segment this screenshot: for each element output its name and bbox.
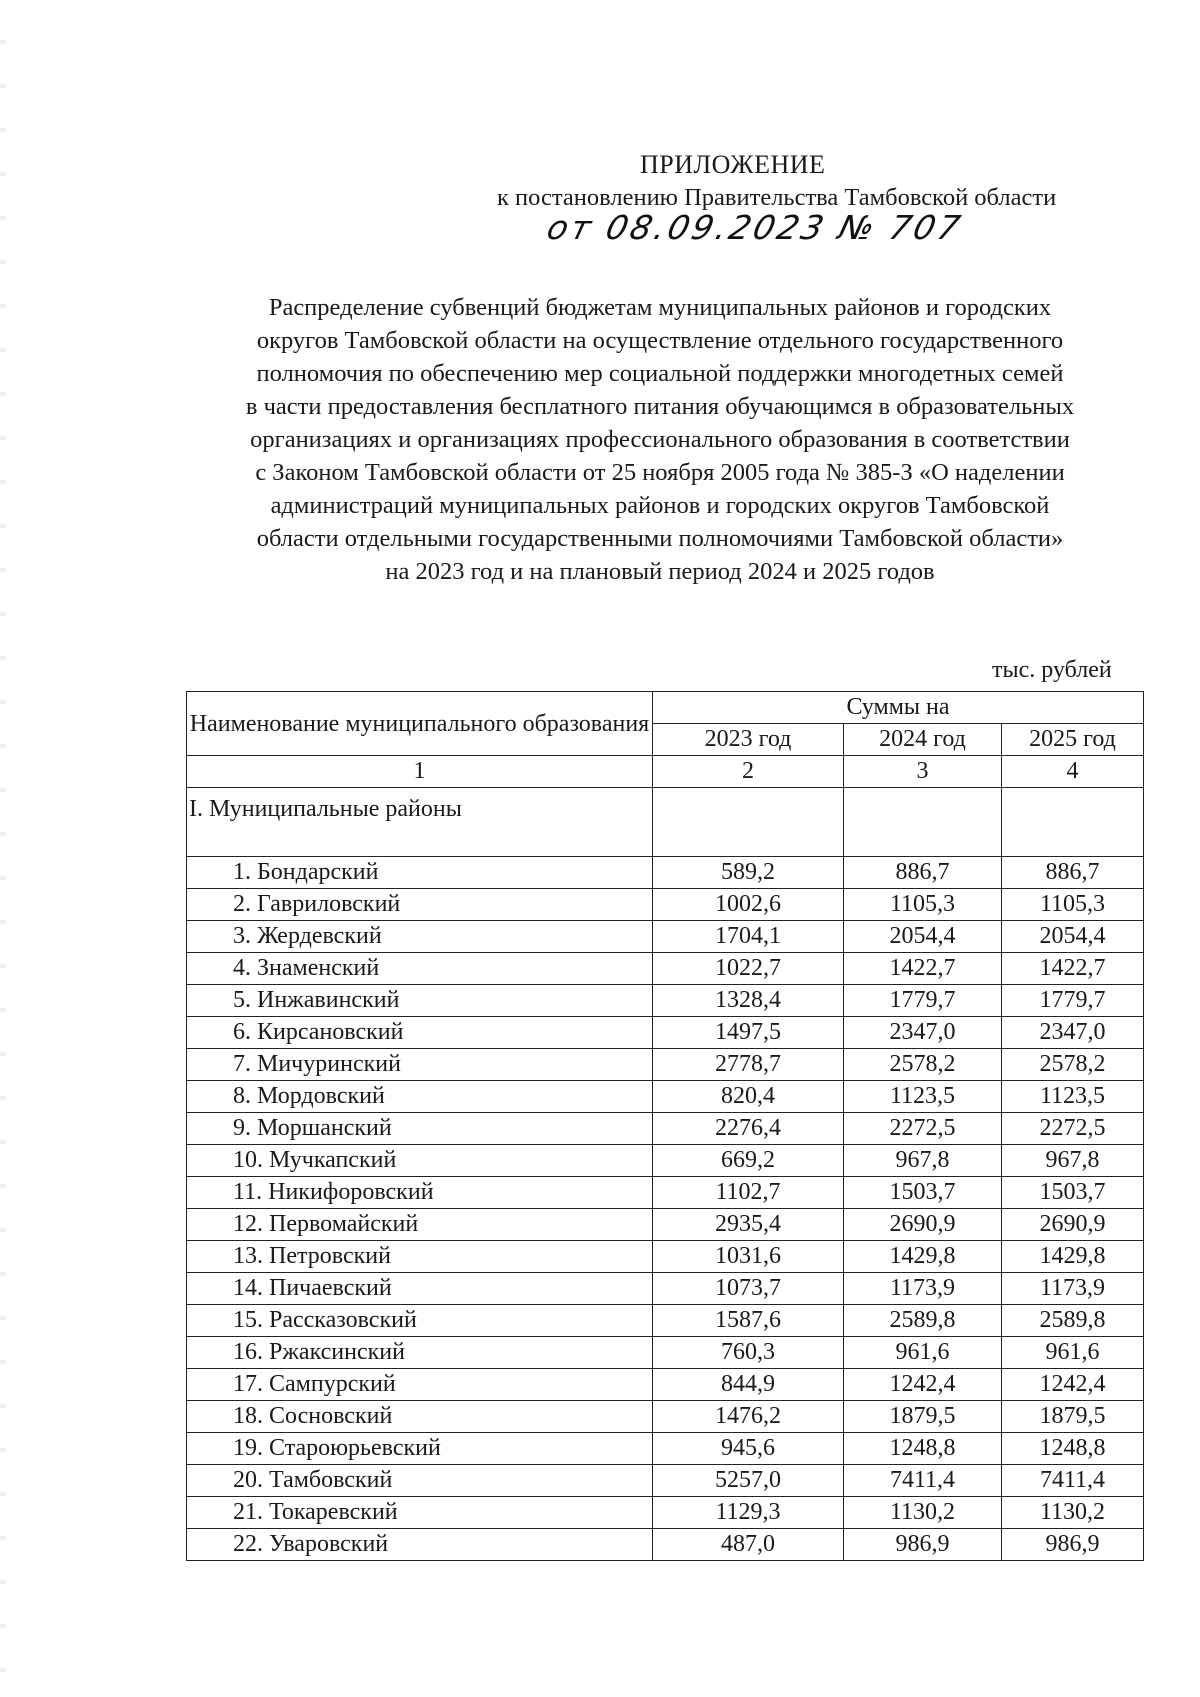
table-row <box>187 1433 1144 1465</box>
value-2023: 1704,1 <box>653 921 844 953</box>
header-row <box>187 692 1144 724</box>
value-2024: 1879,5 <box>844 1401 1002 1433</box>
value-2024: 1248,8 <box>844 1433 1002 1465</box>
district-name: 12. Первомайский <box>187 1209 653 1241</box>
column-number: 2 <box>653 756 844 788</box>
value-2023: 1587,6 <box>653 1305 844 1337</box>
value-2023: 487,0 <box>653 1529 844 1561</box>
district-name: 9. Моршанский <box>187 1113 653 1145</box>
table-row <box>187 889 1144 921</box>
district-name: 15. Рассказовский <box>187 1305 653 1337</box>
title-line: организациях и организациях профессионального образования в соответствии <box>250 426 1070 453</box>
value-2025: 1105,3 <box>1002 889 1144 921</box>
header-year-2023: 2023 год <box>653 724 844 756</box>
value-2024: 2272,5 <box>844 1113 1002 1145</box>
table-row <box>187 1177 1144 1209</box>
value-2023: 820,4 <box>653 1081 844 1113</box>
value-2024: 1503,7 <box>844 1177 1002 1209</box>
section-title: I. Муниципальные районы <box>187 788 653 857</box>
district-name: 22. Уваровский <box>187 1529 653 1561</box>
value-2023: 2778,7 <box>653 1049 844 1081</box>
table-row <box>187 1369 1144 1401</box>
value-2023: 1073,7 <box>653 1273 844 1305</box>
value-2025: 961,6 <box>1002 1337 1144 1369</box>
header-name-cell: Наименование муниципального образования <box>187 692 653 756</box>
value-2024: 1105,3 <box>844 889 1002 921</box>
table-row <box>187 1113 1144 1145</box>
district-name: 3. Жердевский <box>187 921 653 953</box>
district-name: 8. Мордовский <box>187 1081 653 1113</box>
value-2023: 1102,7 <box>653 1177 844 1209</box>
value-2024: 1779,7 <box>844 985 1002 1017</box>
district-name: 2. Гавриловский <box>187 889 653 921</box>
value-2025: 1422,7 <box>1002 953 1144 985</box>
value-2025: 2054,4 <box>1002 921 1144 953</box>
value-2024: 1123,5 <box>844 1081 1002 1113</box>
handwritten-date-number: от 08.09.2023 № 707 <box>543 208 968 247</box>
binder-edge <box>0 0 6 1697</box>
value-2024: 7411,4 <box>844 1465 1002 1497</box>
column-number: 3 <box>844 756 1002 788</box>
table-row <box>187 953 1144 985</box>
district-name: 14. Пичаевский <box>187 1273 653 1305</box>
value-2025: 1779,7 <box>1002 985 1144 1017</box>
table-row <box>187 1529 1144 1561</box>
table-row <box>187 1081 1144 1113</box>
value-2023: 589,2 <box>653 857 844 889</box>
value-2025: 1879,5 <box>1002 1401 1144 1433</box>
value-2025: 1242,4 <box>1002 1369 1144 1401</box>
title-line: на 2023 год и на плановый период 2024 и 2025 годов <box>385 558 935 585</box>
table-row <box>187 921 1144 953</box>
value-2023: 1497,5 <box>653 1017 844 1049</box>
value-2023: 1328,4 <box>653 985 844 1017</box>
value-2025: 7411,4 <box>1002 1465 1144 1497</box>
value-2023: 1022,7 <box>653 953 844 985</box>
district-name: 20. Тамбовский <box>187 1465 653 1497</box>
table-row <box>187 1465 1144 1497</box>
table-row <box>187 1401 1144 1433</box>
value-2025: 1130,2 <box>1002 1497 1144 1529</box>
title-line: Распределение субвенций бюджетам муниципальных районов и городских <box>268 294 1052 321</box>
value-2024: 2054,4 <box>844 921 1002 953</box>
value-2024: 2347,0 <box>844 1017 1002 1049</box>
district-name: 10. Мучкапский <box>187 1145 653 1177</box>
table-row <box>187 1145 1144 1177</box>
empty-cell <box>1002 788 1144 857</box>
value-2023: 1002,6 <box>653 889 844 921</box>
value-2024: 1173,9 <box>844 1273 1002 1305</box>
value-2023: 760,3 <box>653 1337 844 1369</box>
table-row <box>187 1337 1144 1369</box>
value-2025: 1173,9 <box>1002 1273 1144 1305</box>
value-2024: 2589,8 <box>844 1305 1002 1337</box>
value-2023: 1031,6 <box>653 1241 844 1273</box>
value-2024: 1130,2 <box>844 1497 1002 1529</box>
header-sums-cell: Суммы на <box>653 692 1144 724</box>
district-name: 6. Кирсановский <box>187 1017 653 1049</box>
value-2023: 2276,4 <box>653 1113 844 1145</box>
value-2025: 986,9 <box>1002 1529 1144 1561</box>
column-number-row <box>187 756 1144 788</box>
value-2025: 2578,2 <box>1002 1049 1144 1081</box>
table-row <box>187 1497 1144 1529</box>
district-name: 4. Знаменский <box>187 953 653 985</box>
value-2023: 945,6 <box>653 1433 844 1465</box>
appendix-title: ПРИЛОЖЕНИЕ <box>640 150 826 179</box>
value-2024: 1422,7 <box>844 953 1002 985</box>
value-2025: 2589,8 <box>1002 1305 1144 1337</box>
value-2025: 886,7 <box>1002 857 1144 889</box>
table-row <box>187 1049 1144 1081</box>
value-2024: 961,6 <box>844 1337 1002 1369</box>
district-name: 1. Бондарский <box>187 857 653 889</box>
header-year-2024: 2024 год <box>844 724 1002 756</box>
title-line: области отдельными государственными полномочиями Тамбовской области» <box>256 525 1064 552</box>
table-row <box>187 1017 1144 1049</box>
district-name: 7. Мичуринский <box>187 1049 653 1081</box>
district-name: 5. Инжавинский <box>187 985 653 1017</box>
value-2025: 2272,5 <box>1002 1113 1144 1145</box>
value-2025: 1123,5 <box>1002 1081 1144 1113</box>
document-title <box>170 291 1150 588</box>
column-number: 4 <box>1002 756 1144 788</box>
empty-cell <box>653 788 844 857</box>
value-2024: 967,8 <box>844 1145 1002 1177</box>
column-number: 1 <box>187 756 653 788</box>
table-row <box>187 1241 1144 1273</box>
title-line: администраций муниципальных районов и городских округов Тамбовской <box>270 492 1050 519</box>
value-2025: 2347,0 <box>1002 1017 1144 1049</box>
district-name: 17. Сампурский <box>187 1369 653 1401</box>
value-2024: 2578,2 <box>844 1049 1002 1081</box>
title-line: округов Тамбовской области на осуществление отдельного государственного <box>256 327 1064 354</box>
value-2023: 1476,2 <box>653 1401 844 1433</box>
table-row <box>187 857 1144 889</box>
title-line: в части предоставления бесплатного питания обучающимся в образовательных <box>245 393 1075 420</box>
value-2024: 886,7 <box>844 857 1002 889</box>
district-name: 16. Ржаксинский <box>187 1337 653 1369</box>
value-2024: 1429,8 <box>844 1241 1002 1273</box>
value-2025: 967,8 <box>1002 1145 1144 1177</box>
value-2025: 2690,9 <box>1002 1209 1144 1241</box>
value-2025: 1429,8 <box>1002 1241 1144 1273</box>
table-row <box>187 985 1144 1017</box>
empty-cell <box>844 788 1002 857</box>
value-2023: 1129,3 <box>653 1497 844 1529</box>
district-name: 11. Никифоровский <box>187 1177 653 1209</box>
appendix-subtitle: к постановлению Правительства Тамбовской области <box>497 184 1057 211</box>
value-2023: 669,2 <box>653 1145 844 1177</box>
district-name: 21. Токаревский <box>187 1497 653 1529</box>
subvention-table <box>186 691 1144 1561</box>
district-name: 13. Петровский <box>187 1241 653 1273</box>
district-name: 19. Староюрьевский <box>187 1433 653 1465</box>
value-2024: 986,9 <box>844 1529 1002 1561</box>
title-line: полномочия по обеспечению мер социальной поддержки многодетных семей <box>256 360 1064 387</box>
header-year-2025: 2025 год <box>1002 724 1144 756</box>
value-2025: 1503,7 <box>1002 1177 1144 1209</box>
table-row <box>187 1209 1144 1241</box>
district-name: 18. Сосновский <box>187 1401 653 1433</box>
value-2023: 844,9 <box>653 1369 844 1401</box>
value-2025: 1248,8 <box>1002 1433 1144 1465</box>
title-line: с Законом Тамбовской области от 25 ноября 2005 года № 385-З «О наделении <box>255 459 1065 486</box>
table-row <box>187 1305 1144 1337</box>
value-2024: 1242,4 <box>844 1369 1002 1401</box>
units-label: тыс. рублей <box>992 657 1112 683</box>
value-2023: 5257,0 <box>653 1465 844 1497</box>
table-row <box>187 1273 1144 1305</box>
value-2023: 2935,4 <box>653 1209 844 1241</box>
section-row <box>187 788 1144 857</box>
value-2024: 2690,9 <box>844 1209 1002 1241</box>
